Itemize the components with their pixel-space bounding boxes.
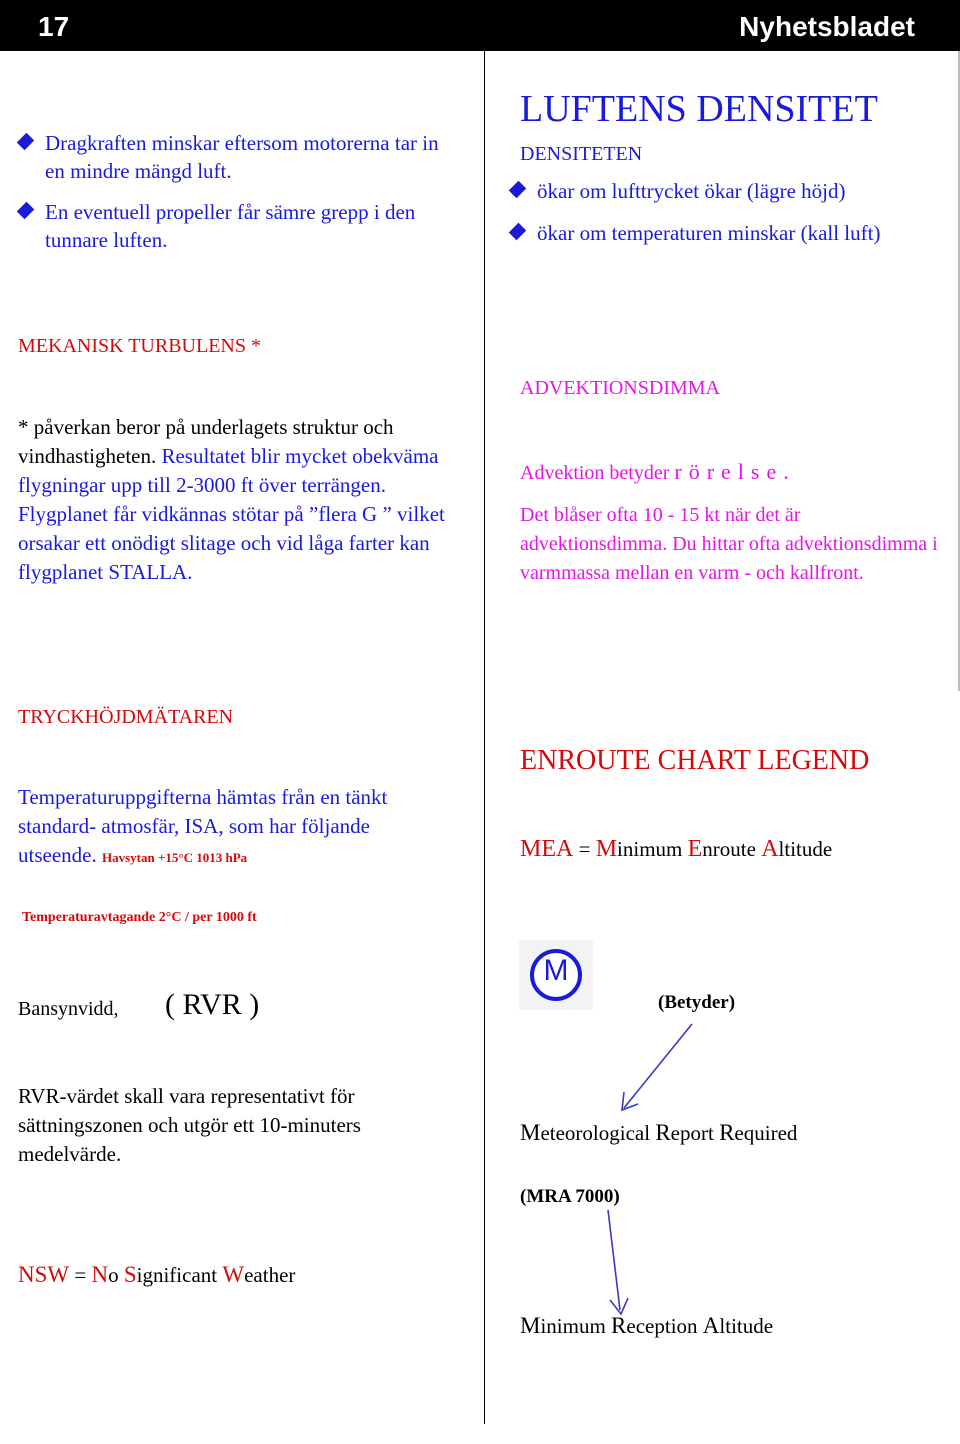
advection-definition: Advektion betyder rörelse.	[520, 459, 796, 484]
bullet-text: En eventuell propeller får sämre grepp i den tunnare luften.	[45, 200, 416, 252]
arrow-to-minimum-reception	[608, 1210, 620, 1310]
bullet-item	[512, 177, 950, 205]
nsw-abbreviation: NSW	[18, 1262, 70, 1287]
mea-abbreviation: MEA	[520, 836, 574, 862]
thrust-bullets	[14, 129, 454, 254]
advection-movement-word: rörelse.	[674, 459, 796, 484]
bullet-text: ökar om temperaturen minskar (kall luft)	[537, 221, 881, 245]
page-number: 17	[38, 11, 70, 42]
bullet-item	[512, 219, 950, 247]
bullet-item	[14, 129, 454, 185]
turbulence-text-detail: Resultatet blir mycket obekväma flygningar upp till 2-3000 ft över terrängen. Flygplanet får vidkännas stötar på ”flera G ” vilket orsakar ett onödigt slitage och vid låga farter kan flygplanet STALLA.	[18, 444, 445, 584]
rvr-abbreviation: ( RVR )	[165, 988, 260, 1021]
lapse-rate-note: Temperaturavtagande 2°C / per 1000 ft	[22, 910, 257, 925]
sea-level-note: Havsytan +15°C 1013 hPa	[101, 850, 248, 865]
diamond-bullet-icon	[509, 223, 527, 241]
density-title: LUFTENS DENSITET	[520, 88, 878, 130]
betyder-label: (Betyder)	[658, 992, 736, 1013]
density-subtitle: DENSITETEN	[520, 143, 643, 165]
publication-name: Nyhetsbladet	[739, 11, 915, 42]
advection-paragraph: Det blåser ofta 10 - 15 kt när det är advektionsdimma. Du hittar ofta advektionsdimma i varmmassa mellan en varm - och kallfront.	[520, 504, 938, 584]
diamond-bullet-icon	[17, 133, 35, 151]
arrow-to-meteorological	[624, 1024, 692, 1108]
density-section	[520, 86, 950, 247]
column-divider	[484, 51, 485, 1424]
mandatory-report-point-icon	[519, 940, 593, 1010]
bullet-item	[14, 198, 454, 254]
turbulence-title: MEKANISK TURBULENS *	[18, 335, 261, 357]
altimeter-text	[18, 783, 448, 872]
rvr-label: Bansynvidd,	[18, 998, 119, 1020]
diamond-bullet-icon	[17, 202, 35, 220]
page-header	[0, 0, 960, 51]
bullet-text: Dragkraften minskar eftersom motorerna tar in en mindre mängd luft.	[45, 131, 439, 183]
diamond-bullet-icon	[509, 181, 527, 199]
altimeter-title: TRYCKHÖJDMÄTAREN	[18, 706, 234, 728]
mrp-symbol-letter: M	[543, 954, 569, 987]
advection-title: ADVEKTIONSDIMMA	[520, 377, 720, 399]
mea-definition: MEA = Minimum Enroute Altitude	[520, 836, 833, 862]
mrr-definition: Meteorological Report Required	[520, 1120, 798, 1145]
arrows-svg	[600, 1020, 720, 1330]
altimeter-paragraph: Temperaturuppgifterna hämtas från en tänkt standard- atmosfär, ISA, som har följande utseende.	[18, 785, 388, 867]
rvr-paragraph: RVR-värdet skall vara representativt för sättningszonen och utgör ett 10-minuters medelvärde.	[18, 1084, 361, 1166]
enroute-title: ENROUTE CHART LEGEND	[520, 745, 870, 776]
bullet-text: ökar om lufttrycket ökar (lägre höjd)	[537, 179, 846, 203]
nsw-definition: NSW = No Significant Weather	[18, 1262, 296, 1287]
turbulence-text-intro: * påverkan beror på underlagets struktur och vindhastigheten.	[18, 415, 394, 468]
mra-example: (MRA 7000)	[520, 1186, 620, 1207]
mra-definition: Minimum Reception Altitude	[520, 1313, 774, 1338]
turbulence-text	[18, 413, 458, 587]
